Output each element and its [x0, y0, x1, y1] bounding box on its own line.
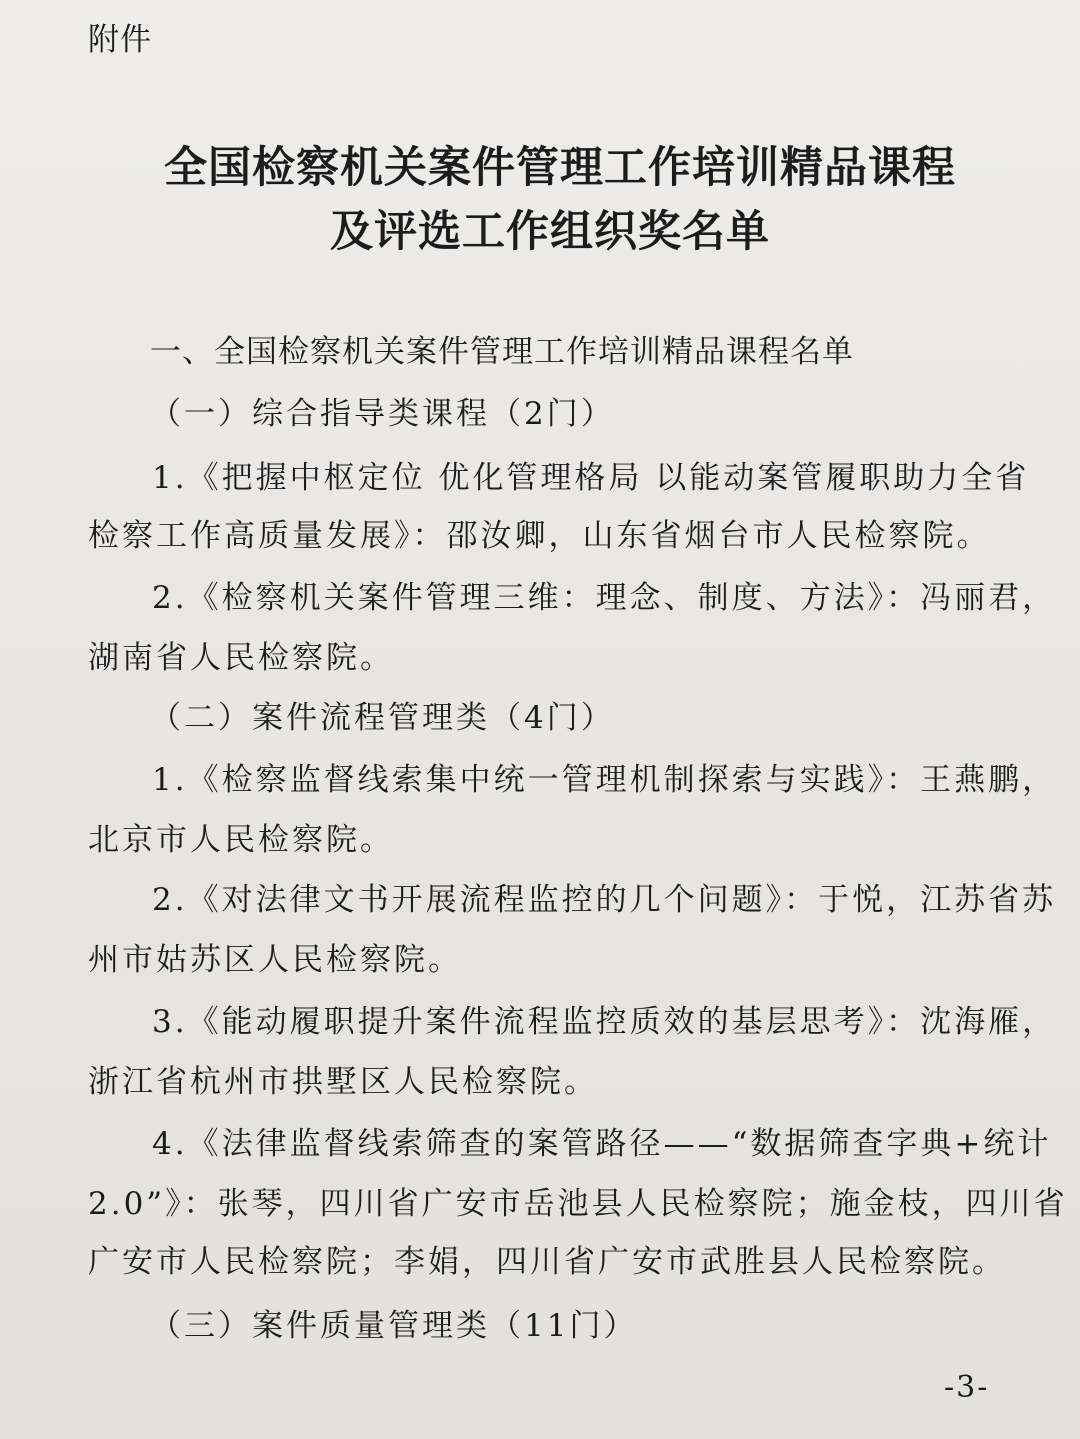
list-item-line: 1.《检察监督线索集中统一管理机制探索与实践》：王燕鹏， — [152, 762, 1057, 798]
subsection-heading: （三）案件质量管理类（11门） — [150, 1308, 638, 1344]
list-item-line: 3.《能动履职提升案件流程监控质效的基层思考》：沈海雁， — [152, 1004, 1057, 1040]
document-title-line1: 全国检察机关案件管理工作培训精品课程 — [164, 143, 956, 193]
section-heading: 一、全国检察机关案件管理工作培训精品课程名单 — [150, 334, 854, 370]
list-item-line: 北京市人民检察院。 — [88, 822, 394, 858]
list-item-line: 2.0”》：张琴，四川省广安市岳池县人民检察院；施金枝，四川省 — [88, 1186, 1068, 1222]
list-item-line: 广安市人民检察院；李娟，四川省广安市武胜县人民检察院。 — [88, 1244, 1006, 1280]
list-item-line: 4.《法律监督线索筛查的案管路径——“数据筛查字典+统计 — [152, 1126, 1052, 1162]
list-item-line: 2.《对法律文书开展流程监控的几个问题》：于悦，江苏省苏 — [152, 882, 1057, 918]
list-item-line: 检察工作高质量发展》：邵汝卿，山东省烟台市人民检察院。 — [88, 518, 991, 554]
list-item-line: 湖南省人民检察院。 — [88, 640, 394, 676]
list-item-line: 州市姑苏区人民检察院。 — [88, 942, 462, 978]
attachment-label: 附件 — [88, 22, 152, 58]
subsection-heading: （二）案件流程管理类（4门） — [150, 700, 615, 736]
list-item-line: 2.《检察机关案件管理三维：理念、制度、方法》：冯丽君， — [152, 580, 1057, 616]
page-number: -3- — [944, 1370, 990, 1405]
document-title-line2: 及评选工作组织奖名单 — [330, 207, 770, 257]
list-item-line: 1.《把握中枢定位 优化管理格局 以能动案管履职助力全省 — [152, 460, 1030, 496]
subsection-heading: （一）综合指导类课程（2门） — [150, 396, 615, 432]
list-item-line: 浙江省杭州市拱墅区人民检察院。 — [88, 1064, 598, 1100]
